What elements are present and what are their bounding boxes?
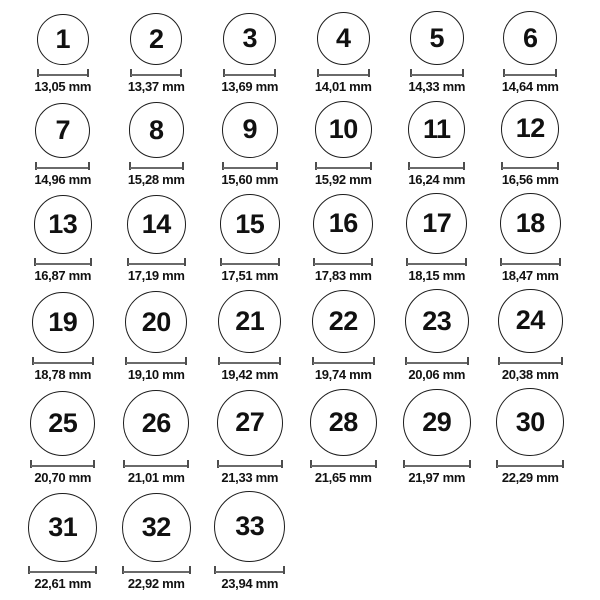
measure-line [124,465,188,467]
ring-size-cell [16,103,110,187]
ring-circle [410,11,464,65]
ring-size-number: 4 [335,23,351,54]
measure-line [35,263,91,265]
ring-circle [32,292,94,354]
measure-line [407,263,466,265]
ring-circle [127,195,186,254]
ring-circle [129,102,185,158]
ring-size-number: 9 [242,114,258,145]
ring-size-cell [297,194,391,283]
chart-row [16,193,600,283]
diameter-label: 20,70 mm [34,470,92,486]
diameter-label: 21,33 mm [221,470,279,486]
ring-circle [496,388,564,456]
ring-size-number: 19 [48,306,78,337]
diameter-label: 23,94 mm [221,576,279,592]
measure-tick-right [373,357,375,365]
ring-size-cell [390,289,484,382]
measure-tick-right [93,460,95,468]
diameter-measure-line [403,460,471,468]
ring-size-cell [203,13,297,95]
measure-tick-right [375,460,377,468]
ring-size-number: 17 [422,207,452,238]
measure-tick-right [184,258,186,266]
ring-size-cell [484,388,578,485]
diameter-label: 15,28 mm [127,171,185,187]
ring-size-number: 23 [422,305,452,336]
diameter-label: 14,64 mm [501,79,559,95]
measure-tick-right [278,258,280,266]
ring-size-cell [16,292,110,383]
diameter-measure-line [315,162,372,170]
diameter-measure-line [503,69,557,77]
measure-tick-right [90,258,92,266]
measure-line [218,465,282,467]
diameter-label: 19,74 mm [314,367,372,383]
ring-circle [30,391,95,456]
ring-circle [125,291,187,353]
ring-size-cell [16,14,110,95]
chart-row [16,388,600,485]
diameter-label: 19,42 mm [221,367,279,383]
measure-tick-right [555,69,557,77]
diameter-label: 14,01 mm [314,79,372,95]
ring-size-number: 11 [422,113,451,144]
measure-tick-right [557,162,559,170]
ring-circle [503,11,557,65]
ring-size-number: 31 [48,512,78,543]
measure-tick-right [281,460,283,468]
diameter-label: 20,06 mm [408,367,466,383]
measure-line [318,74,369,76]
diameter-label: 15,92 mm [314,171,372,187]
measure-line [502,167,558,169]
diameter-measure-line [125,357,187,365]
ring-size-cell [484,11,578,94]
diameter-measure-line [35,162,90,170]
ring-size-number: 16 [328,208,358,239]
measure-tick-right [87,69,89,77]
ring-circle [122,493,191,562]
ring-size-cell [297,101,391,187]
ring-size-cell [203,290,297,382]
measure-line [29,571,96,573]
measure-line [31,465,94,467]
diameter-label: 13,05 mm [34,79,92,95]
diameter-measure-line [313,258,373,266]
measure-tick-right [95,566,97,574]
measure-tick-right [283,566,285,574]
ring-size-number: 8 [148,114,164,145]
diameter-measure-line [500,258,561,266]
chart-row [16,289,600,383]
diameter-label: 21,97 mm [408,470,466,486]
ring-size-number: 33 [235,511,265,541]
ring-circle [37,14,89,66]
measure-line [223,167,277,169]
measure-line [224,74,275,76]
ring-circle [317,12,370,65]
ring-size-number: 6 [522,22,538,53]
diameter-measure-line [223,69,276,77]
diameter-measure-line [129,162,185,170]
measure-tick-right [463,162,465,170]
ring-circle [313,194,373,254]
ring-size-number: 30 [515,406,545,437]
diameter-measure-line [496,460,564,468]
ring-circle [28,493,97,562]
measure-line [314,263,372,265]
diameter-label: 21,65 mm [314,470,372,486]
measure-line [504,74,556,76]
diameter-label: 13,37 mm [127,79,185,95]
diameter-measure-line [406,258,467,266]
ring-size-cell [484,289,578,383]
ring-size-number: 22 [328,306,358,337]
ring-circle [408,101,465,158]
ring-circle [218,290,281,353]
ring-circle [310,389,377,456]
ring-size-cell [203,194,297,283]
ring-size-cell [16,391,110,485]
measure-tick-right [467,357,469,365]
diameter-measure-line [28,566,97,574]
ring-size-cell [484,193,578,283]
ring-size-number: 28 [328,407,358,438]
diameter-measure-line [220,258,280,266]
ring-size-number: 7 [55,114,70,145]
diameter-measure-line [312,357,376,365]
diameter-measure-line [34,258,92,266]
measure-line [36,167,89,169]
ring-size-number: 20 [141,306,171,337]
diameter-measure-line [217,460,283,468]
measure-tick-right [462,69,464,77]
ring-circle [315,101,372,158]
diameter-label: 16,87 mm [34,267,92,283]
measure-tick-right [562,460,564,468]
measure-line [128,263,185,265]
measure-tick-right [180,69,182,77]
ring-size-number: 25 [48,408,78,439]
ring-circle [312,290,376,354]
measure-tick-right [465,258,467,266]
diameter-measure-line [130,69,182,77]
measure-line [313,362,375,364]
diameter-label: 17,51 mm [221,267,279,283]
measure-tick-right [92,357,94,365]
ring-size-number: 5 [429,22,444,53]
diameter-measure-line [410,69,464,77]
ring-circle [500,193,561,254]
diameter-measure-line [218,357,281,365]
ring-size-number: 10 [328,114,358,145]
diameter-measure-line [498,357,563,365]
measure-line [499,362,562,364]
measure-line [215,571,284,573]
diameter-label: 19,10 mm [127,367,185,383]
diameter-measure-line [123,460,189,468]
ring-circle [34,195,92,253]
ring-size-number: 13 [48,209,78,240]
diameter-measure-line [310,460,377,468]
ring-circle [214,491,285,562]
diameter-label: 14,96 mm [34,171,92,187]
ring-size-cell [110,13,204,94]
ring-size-number: 12 [515,113,545,144]
measure-line [38,74,88,76]
measure-tick-right [185,357,187,365]
diameter-measure-line [37,69,89,77]
diameter-label: 18,15 mm [408,267,466,283]
ring-circle [501,100,559,158]
ring-size-cell [297,12,391,94]
diameter-label: 17,83 mm [314,267,372,283]
measure-line [497,465,563,467]
ring-size-cell [390,389,484,486]
ring-size-number: 14 [141,208,171,239]
ring-size-cell [390,11,484,94]
ring-size-cell [110,195,204,283]
measure-line [316,167,371,169]
ring-circle [222,102,278,158]
diameter-label: 21,01 mm [127,470,185,486]
diameter-measure-line [501,162,559,170]
measure-line [123,571,190,573]
measure-tick-right [368,69,370,77]
diameter-measure-line [214,566,285,574]
chart-row [16,11,600,94]
ring-circle [130,13,182,65]
diameter-label: 18,78 mm [34,367,92,383]
measure-line [501,263,560,265]
diameter-label: 22,61 mm [34,576,92,592]
ring-circle [405,289,469,353]
ring-circle [403,389,471,457]
measure-tick-right [187,460,189,468]
diameter-label: 22,92 mm [127,576,185,592]
ring-circle [217,390,283,456]
diameter-label: 16,24 mm [408,171,466,187]
diameter-label: 17,19 mm [127,267,185,283]
diameter-measure-line [408,162,465,170]
diameter-measure-line [317,69,370,77]
chart-row [16,100,600,187]
ring-size-cell [297,389,391,485]
measure-tick-right [561,357,563,365]
measure-line [409,167,464,169]
diameter-label: 13,69 mm [221,79,279,95]
ring-size-number: 26 [141,407,171,438]
measure-line [404,465,470,467]
ring-size-cell [203,390,297,485]
measure-line [126,362,186,364]
diameter-measure-line [32,357,94,365]
ring-size-cell [16,195,110,282]
ring-circle [35,103,90,158]
ring-size-number: 27 [235,407,265,438]
ring-size-cell [110,493,204,591]
measure-tick-right [88,162,90,170]
measure-line [130,167,184,169]
measure-line [411,74,463,76]
measure-tick-right [371,258,373,266]
ring-size-cell [110,390,204,485]
ring-circle [406,193,467,254]
measure-line [33,362,93,364]
ring-circle [220,194,280,254]
measure-tick-right [469,460,471,468]
measure-tick-right [182,162,184,170]
diameter-measure-line [122,566,191,574]
diameter-measure-line [222,162,278,170]
ring-size-cell [203,491,297,591]
ring-size-number: 21 [235,306,265,337]
ring-size-cell [110,291,204,382]
ring-size-cell [203,102,297,187]
ring-circle [123,390,189,456]
diameter-label: 15,60 mm [221,171,279,187]
ring-size-number: 24 [515,305,545,336]
ring-size-cell [484,100,578,187]
measure-line [311,465,376,467]
diameter-measure-line [127,258,186,266]
ring-size-cell [16,493,110,591]
measure-line [219,362,280,364]
ring-size-cell [297,290,391,383]
ring-size-number: 3 [242,23,258,54]
diameter-label: 16,56 mm [501,171,559,187]
ring-size-number: 2 [148,23,164,54]
measure-tick-right [370,162,372,170]
diameter-label: 22,29 mm [501,470,559,486]
measure-tick-right [274,69,276,77]
measure-tick-right [279,357,281,365]
measure-tick-right [276,162,278,170]
diameter-label: 20,38 mm [501,367,559,383]
ring-circle [498,289,563,354]
ring-size-number: 1 [55,24,71,55]
ring-circle [223,13,276,66]
ring-size-number: 18 [515,207,545,238]
ring-size-cell [390,101,484,187]
ring-size-cell [110,102,204,187]
diameter-label: 18,47 mm [501,267,559,283]
ring-size-number: 15 [235,208,265,239]
measure-line [131,74,181,76]
measure-tick-right [559,258,561,266]
diameter-label: 14,33 mm [408,79,466,95]
diameter-measure-line [405,357,469,365]
measure-line [406,362,468,364]
ring-size-cell [390,193,484,283]
ring-size-number: 32 [141,511,171,542]
chart-row [16,491,600,591]
diameter-measure-line [30,460,95,468]
measure-line [221,263,279,265]
ring-size-number: 29 [422,406,452,437]
measure-tick-right [189,566,191,574]
